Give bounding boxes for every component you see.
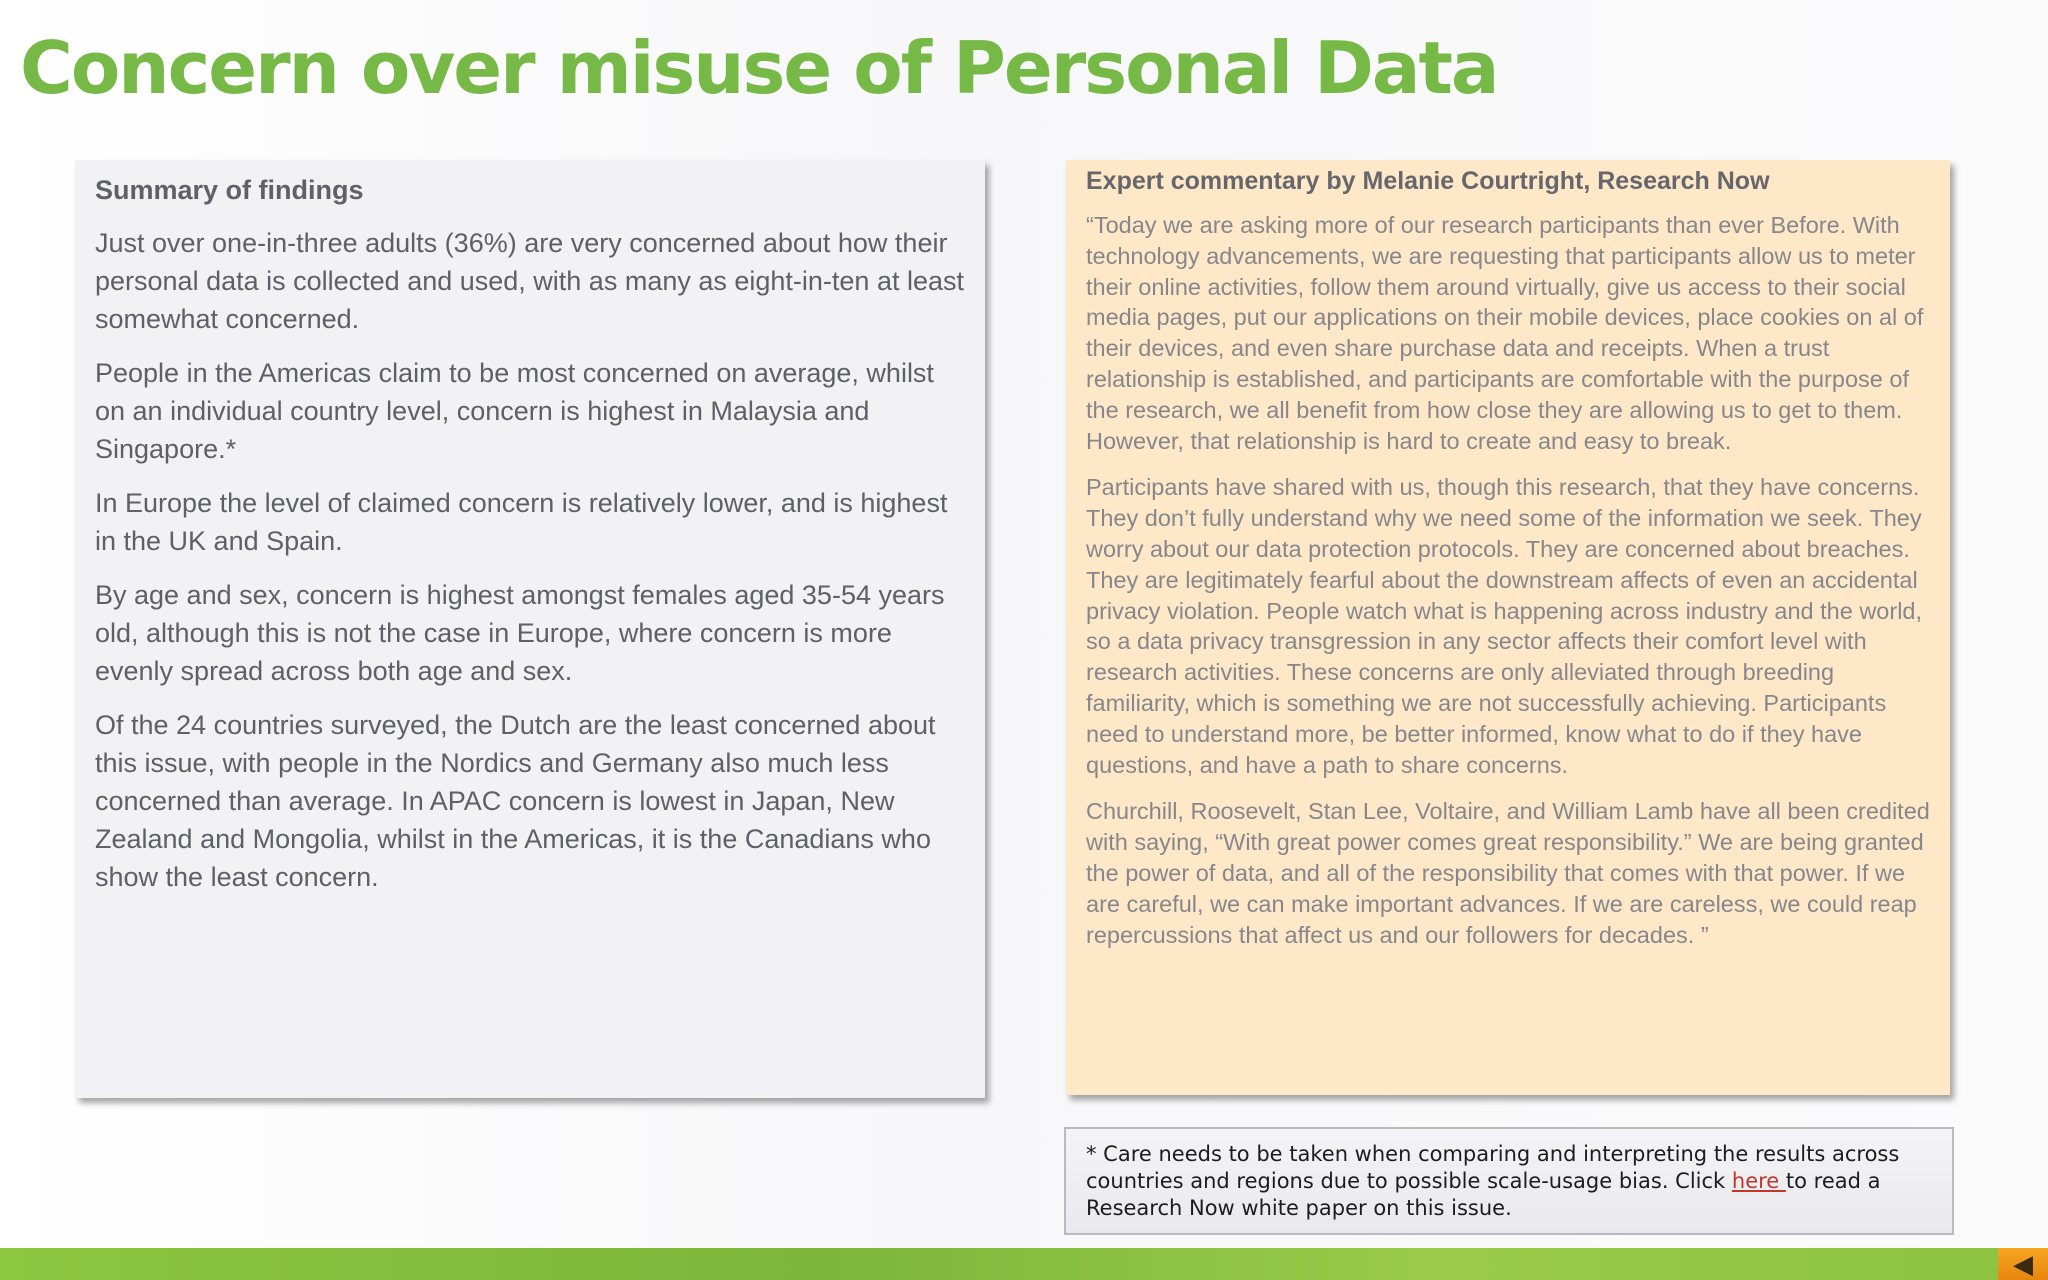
white-paper-link[interactable]: here [1731, 1169, 1786, 1193]
summary-paragraph: In Europe the level of claimed concern is relatively lower, and is highest in the UK and Spain. [95, 488, 948, 556]
back-button[interactable] [1998, 1248, 2048, 1280]
footnote-box [1064, 1127, 1954, 1235]
back-arrow-icon: ◀ [2013, 1248, 2033, 1279]
footnote-text: * Care needs to be taken when comparing and interpreting the results across countries and regions due to possible scale-usage bias. Click [1086, 1142, 1900, 1193]
summary-paragraph: Of the 24 countries surveyed, the Dutch are the least concerned about this issue, with people in the Nordics and Germany also much less concerned than average. In APAC concern is lowest in Japan, New Zealand and Mongolia, whilst in the Americas, it is the Canadians who show the least concern. [95, 710, 936, 892]
summary-panel [75, 160, 985, 1098]
bottom-bar [0, 1248, 2048, 1280]
summary-heading: Summary of findings [95, 175, 364, 205]
summary-paragraph: People in the Americas claim to be most concerned on average, whilst on an individual country level, concern is highest in Malaysia and Singapore.* [95, 358, 934, 464]
commentary-paragraph: “Today we are asking more of our research participants than ever Before. With technology advancements, we are requesting that participants allow us to meter their online activities, follow them around virtually, give us access to their social media pages, put our applications on their mobile devices, place cookies on al of their devices, and even share purchase data and receipts. When a trust relationship is established, and participants are comfortable with the purpose of the research, we all benefit from how close they are allowing us to get to them. However, that relationship is hard to create and easy to break. [1086, 212, 1924, 454]
commentary-paragraph: Participants have shared with us, though this research, that they have concerns. They don’t fully understand why we need some of the information we seek. They worry about our data protection protocols. They are concerned about breaches. They are legitimately fearful about the downstream affects of even an accidental privacy violation. People watch what is happening across industry and the world, so a data privacy transgression in any sector affects their comfort level with research activities. These concerns are only alleviated through breeding familiarity, which is something we are not successfully achieving. Participants need to understand more, be better informed, know what to do if they have questions, and have a path to share concerns. [1086, 474, 1923, 778]
summary-paragraph: Just over one-in-three adults (36%) are very concerned about how their personal data is collected and used, with as many as eight-in-ten at least somewhat concerned. [95, 228, 964, 334]
commentary-paragraph: Churchill, Roosevelt, Stan Lee, Voltaire, and William Lamb have all been credited with saying, “With great power comes great responsibility.” We are being granted the power of data, and all of the responsibility that comes with that power. If we are careful, we can make important advances. If we are careless, we could reap repercussions that affect us and our followers for decades. ” [1086, 798, 1930, 948]
expert-commentary-panel [1066, 160, 1950, 1095]
summary-paragraph: By age and sex, concern is highest amongst females aged 35-54 years old, although this is not the case in Europe, where concern is more evenly spread across both age and sex. [95, 580, 945, 686]
commentary-heading: Expert commentary by Melanie Courtright, Research Now [1086, 167, 1770, 195]
page-title: Concern over misuse of Personal Data [20, 26, 1498, 110]
footnote-text-end: to read a Research Now white paper on this issue. [1086, 1169, 1881, 1220]
